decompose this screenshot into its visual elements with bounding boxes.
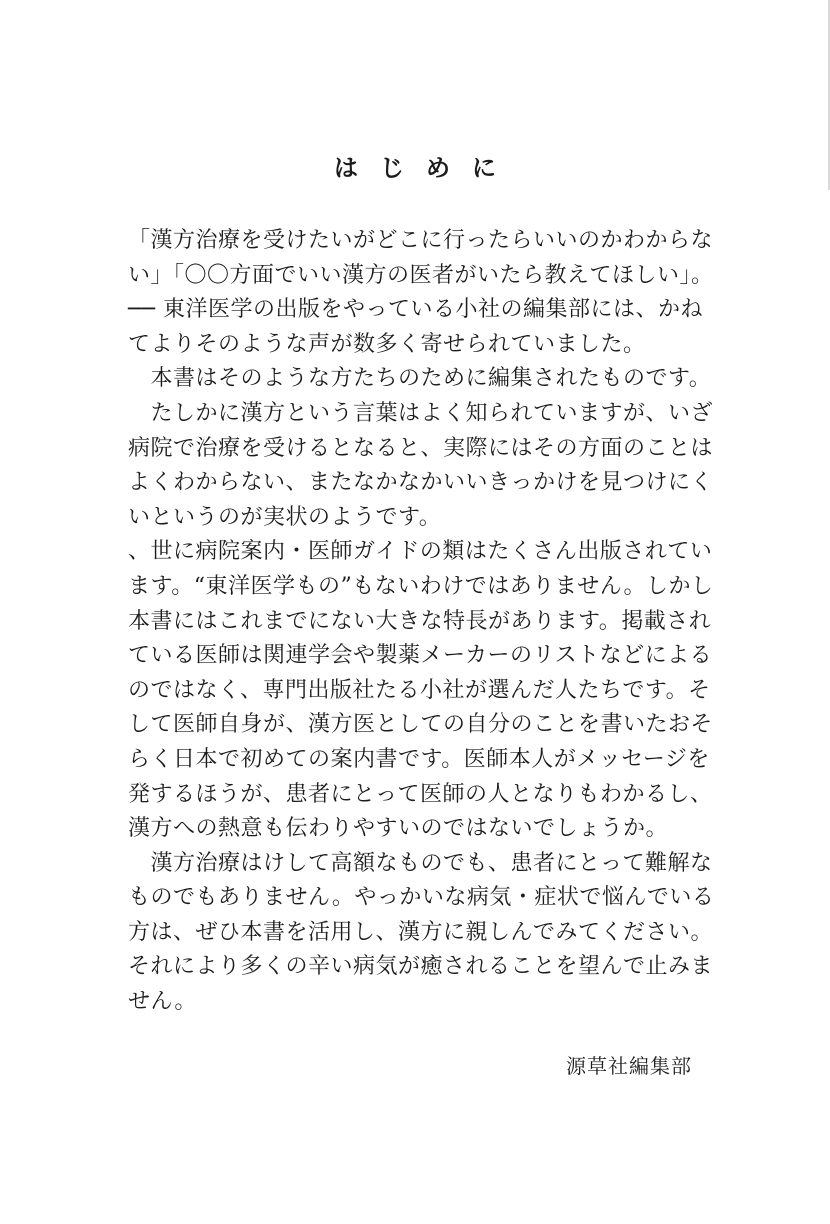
body-line: たしかに漢方という言葉はよく知られていますが、いざ — [128, 400, 714, 426]
body-line: よくわからない、またなかなかいいきっかけを見つけにく — [128, 470, 714, 496]
body-line: して医師自身が、漢方医としての自分のことを書いたおそ — [128, 712, 714, 738]
page-title: はじめに — [334, 153, 518, 182]
body-line: 「漢方治療を受けたいがどこに行ったらいいのかわからな — [128, 228, 714, 253]
body-line: 病院で治療を受けるとなると、実際にはその方面のことは — [128, 435, 714, 461]
body-line: せん。 — [128, 989, 197, 1015]
body-line: ── 東洋医学の出版をやっている小社の編集部には、かね — [128, 297, 703, 323]
body-line: 、世に病院案内・医師ガイドの類はたくさん出版されてい — [128, 539, 713, 565]
body-line: い」「〇〇方面でいい漢方の医者がいたら教えてほしい」。 — [128, 262, 714, 288]
body-line: ものでもありません。やっかいな病気・症状で悩んでいる — [128, 885, 715, 911]
body-line: 本書はそのような方たちのために編集されたものです。 — [128, 366, 712, 392]
body-text — [128, 224, 715, 1020]
body-line: いというのが実状のようです。 — [128, 504, 442, 530]
body-line: ている医師は関連学会や製薬メーカーのリストなどによる — [128, 643, 713, 669]
body-line: てよりそのような声が数多く寄せられていました。 — [128, 331, 646, 357]
body-line: のではなく、専門出版社たる小社が選んだ人たちです。そ — [128, 677, 711, 703]
body-line: 方は、ぜひ本書を活用し、漢方に親しんでみてください。 — [128, 919, 714, 945]
body-line: らく日本で初めての案内書です。医師本人がメッセージを — [128, 746, 710, 772]
body-line: 本書にはこれまでにない大きな特長があります。掲載され — [128, 608, 712, 634]
body-line: それにより多くの辛い病気が癒されることを望んで止みま — [128, 954, 714, 980]
body-line: 漢方治療はけして高額なものでも、患者にとって難解な — [128, 850, 713, 876]
signature: 源草社編集部 — [566, 1054, 692, 1078]
body-line: 漢方への熱意も伝わりやすいのではないでしょうか。 — [128, 816, 669, 842]
body-line: 発するほうが、患者にとって医師の人となりもわかるし、 — [128, 781, 713, 807]
body-line: ます。“東洋医学もの”もないわけではありません。しかし — [128, 573, 714, 599]
